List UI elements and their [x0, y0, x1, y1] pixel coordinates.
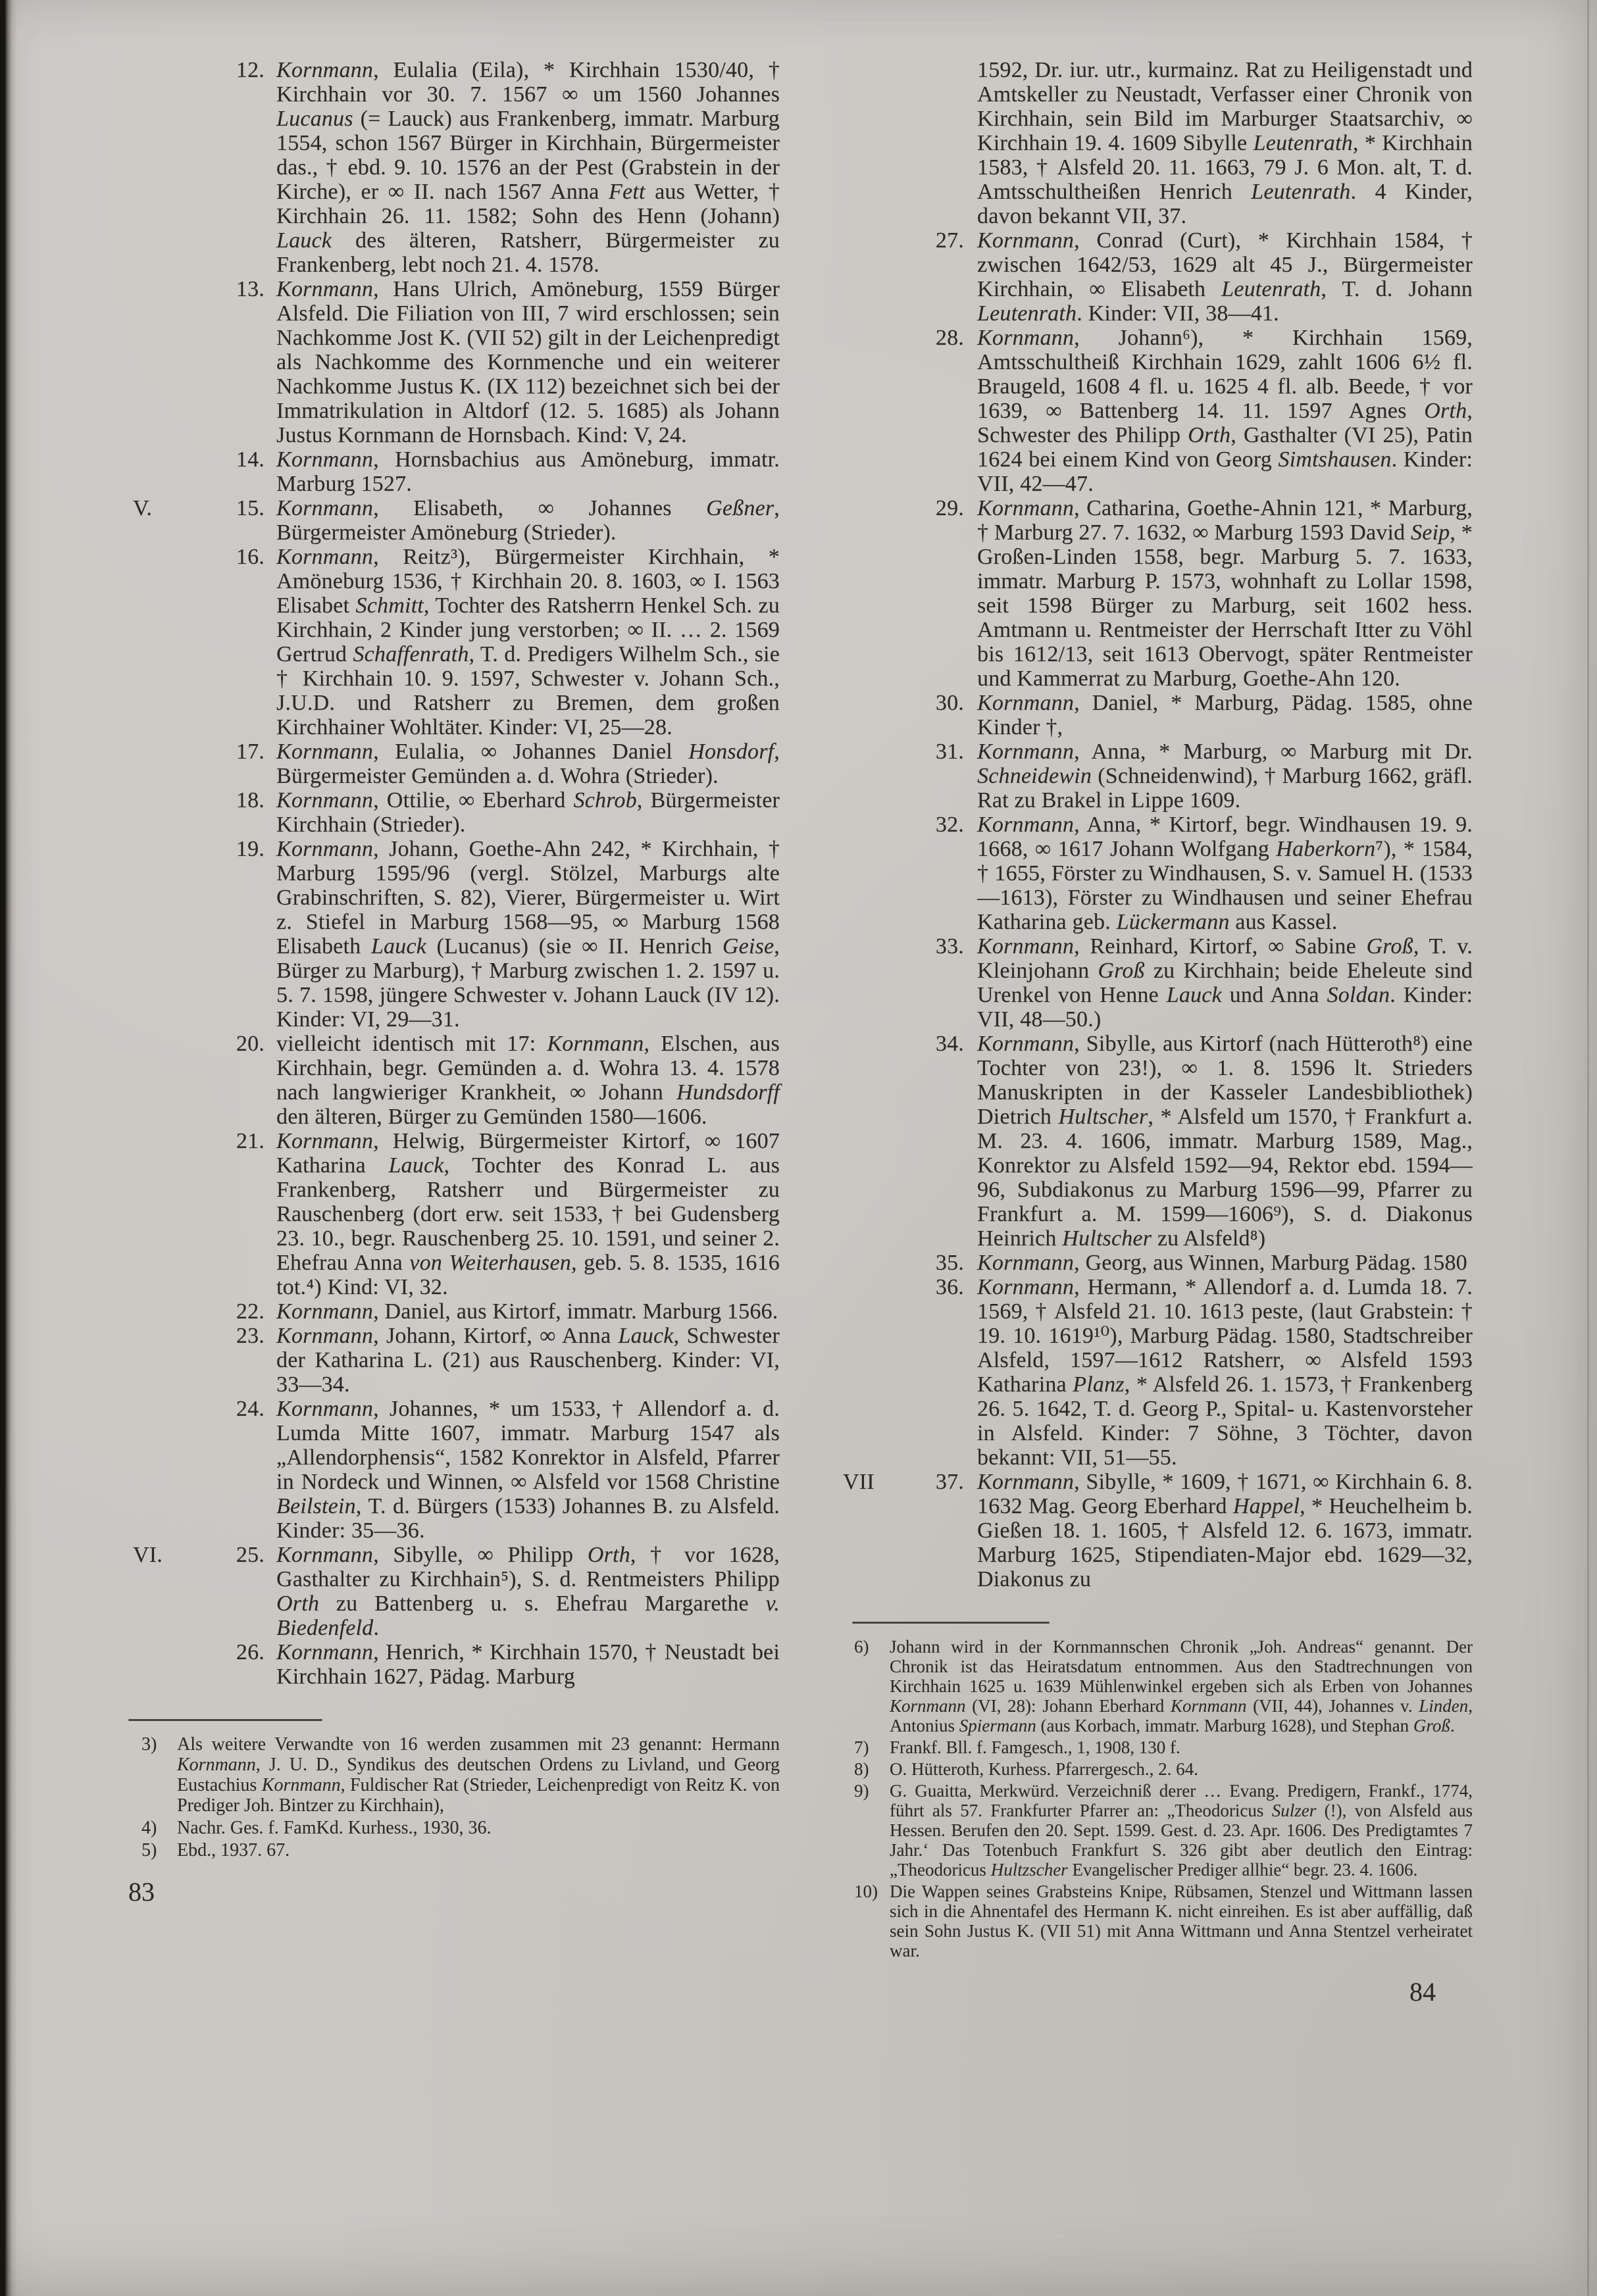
entry-number: 28.: [935, 326, 964, 350]
entry-number: 31.: [935, 739, 964, 764]
scan-right-crease: [1587, 0, 1589, 2296]
footnote-text: Als weitere Verwandte von 16 werden zusammen mit 23 genannt: Hermann Kornmann, J. U. D., Syndikus des deutschen Ordens zu Livland, und Georg Eustachius Kornmann, Fuldischer Rat (Strieder, Leichenpredigt von Reitz K. von Prediger Joh. Bintzer zu Kirchhain),: [177, 1734, 780, 1816]
genealogy-entry: [217, 788, 780, 837]
genealogy-entry: [917, 228, 1473, 326]
genealogy-entry: [217, 1397, 780, 1543]
entry-text: Kornmann, Eulalia (Eila), * Kirchhain 1530/40, † Kirchhain vor 30. 7. 1567 ∞ um 1560 Johannes Lucanus (= Lauck) aus Frankenberg, immatr. Marburg 1554, schon 1567 Bürger in Kirchhain, Bürgermeister das., † ebd. 9. 10. 1576 an der Pest (Grabstein in der Kirche), er ∞ II. nach 1567 Anna Fett aus Wetter, † Kirchhain 26. 11. 1582; Sohn des Henn (Johann) Lauck des älteren, Ratsherr, Bürgermeister zu Frankenberg, lebt noch 21. 4. 1578.: [276, 58, 780, 277]
entry-text: Kornmann, Daniel, aus Kirtorf, immatr. Marburg 1566.: [276, 1299, 778, 1324]
genealogy-entry: [917, 1032, 1473, 1251]
entry-number: 29.: [935, 496, 964, 520]
entry-text: Kornmann, Henrich, * Kirchhain 1570, † Neustadt bei Kirchhain 1627, Pädag. Marburg: [276, 1640, 780, 1689]
genealogy-entry: [217, 447, 780, 496]
genealogy-entry: [917, 326, 1473, 496]
entry-number: 37.: [935, 1470, 964, 1494]
entry-number: 12.: [236, 58, 265, 82]
footnote-separator-left: [128, 1719, 322, 1721]
footnote-number: 6): [854, 1637, 869, 1657]
entry-text: 1592, Dr. iur. utr., kurmainz. Rat zu Heiligenstadt und Amtskeller zu Neustadt, Verfasser einer Chronik von Kirchhain, sein Bild im Marburger Staatsarchiv, ∞ Kirchhain 19. 4. 1609 Sibylle Leutenrath, * Kirchhain 1583, † Alsfeld 20. 11. 1663, 79 J. 6 Mon. alt, T. d. Amtsschultheißen Henrich Leutenrath. 4 Kinder, davon bekannt VII, 37.: [977, 58, 1473, 228]
entry-text: Kornmann, Hans Ulrich, Amöneburg, 1559 Bürger Alsfeld. Die Filiation von III, 7 wird erschlossen; sein Nachkomme Jost K. (VII 52) gilt in der Leichenpredigt als Nachkomme des Kornmenche und ein weiterer Nachkomme Justus K. (IX 112) bezeichnet sich bei der Immatrikulation in Altdorf (12. 5. 1685) als Johann Justus Kornmann de Hornsbach. Kind: V, 24.: [276, 277, 780, 447]
entry-number: 19.: [236, 837, 265, 861]
entry-text: Kornmann, Reinhard, Kirtorf, ∞ Sabine Groß, T. v. Kleinjohann Groß zu Kirchhain; beide Eheleute sind Urenkel von Henne Lauck und Anna Soldan. Kinder: VII, 48—50.): [977, 934, 1473, 1032]
genealogy-entry: [217, 58, 780, 277]
footnote-item: [141, 1840, 780, 1860]
footnote-item: [854, 1882, 1473, 1960]
entry-text: Kornmann, Anna, * Marburg, ∞ Marburg mit Dr. Schneidewin (Schneidenwind), † Marburg 1662, gräfl. Rat zu Brakel in Lippe 1609.: [977, 739, 1473, 812]
entry-text: Kornmann, Reitz³), Bürgermeister Kirchhain, * Amöneburg 1536, † Kirchhain 20. 8. 1603, ∞ I. 1563 Elisabet Schmitt, Tochter des Ratsherrn Henkel Sch. zu Kirchhain, 2 Kinder jung verstorben; ∞ II. … 2. 1569 Gertrud Schaffenrath, T. d. Predigers Wilhelm Sch., sie † Kirchhain 10. 9. 1597, Schwester v. Johann Sch., J.U.D. und Ratsherr zu Bremen, dem großen Kirchhainer Wohltäter. Kinder: VI, 25—28.: [276, 545, 780, 739]
genealogy-entry: [917, 739, 1473, 812]
entry-text: Kornmann, Elisabeth, ∞ Johannes Geßner, Bürgermeister Amöneburg (Strieder).: [276, 496, 780, 545]
genealogy-entry: [917, 496, 1473, 691]
footnote-number: 4): [141, 1818, 157, 1838]
entry-text: Kornmann, Sibylle, ∞ Philipp Orth, † vor 1628, Gasthalter zu Kirchhain⁵), S. d. Rentmeisters Philipp Orth zu Battenberg u. s. Ehefrau Margarethe v. Biedenfeld.: [276, 1543, 780, 1640]
footnote-number: 9): [854, 1781, 869, 1801]
genealogy-entry: [217, 1032, 780, 1129]
entry-text: Kornmann, Anna, * Kirtorf, begr. Windhausen 19. 9. 1668, ∞ 1617 Johann Wolfgang Haberkorn⁷), * 1584, † 1655, Förster zu Windhausen, S. v. Samuel H. (1533—1613), Förster zu Windhausen und seiner Ehefrau Katharina geb. Lückermann aus Kassel.: [977, 812, 1473, 934]
footnotes-left: [141, 1734, 780, 1860]
entry-number: 21.: [236, 1129, 265, 1153]
page-number-right: 84: [1409, 1977, 1436, 2007]
genealogy-entry: [217, 837, 780, 1032]
entry-number: 26.: [236, 1640, 265, 1664]
entry-number: 30.: [935, 691, 964, 715]
genealogy-entry: [917, 58, 1473, 228]
genealogy-entry: [217, 545, 780, 739]
generation-roman-numeral: VII: [843, 1470, 875, 1494]
entry-text: Kornmann, Sibylle, aus Kirtorf (nach Hütteroth⁸) eine Tochter von 23!), ∞ 1. 8. 1596 lt. Strieders Manuskripten in der Kasseler Landesbibliothek) Dietrich Hultscher, * Alsfeld um 1570, † Frankfurt a. M. 23. 4. 1606, immatr. Marburg 1589, Mag., Konrektor zu Alsfeld 1592—94, Rektor ebd. 1594—96, Subdiakonus zu Marburg 1596—99, Pfarrer zu Frankfurt a. M. 1599—1606⁹), S. d. Diakonus Heinrich Hultscher zu Alsfeld⁸): [977, 1032, 1473, 1251]
genealogy-entry: [917, 691, 1473, 739]
genealogy-entry: [217, 277, 780, 447]
footnote-item: [141, 1734, 780, 1816]
genealogy-entry: [917, 934, 1473, 1032]
entry-text: Kornmann, Johannes, * um 1533, † Allendorf a. d. Lumda Mitte 1607, immatr. Marburg 1547 als „Allendorphensis“, 1582 Konrektor in Alsfeld, Pfarrer in Nordeck und Winnen, ∞ Alsfeld vor 1568 Christine Beilstein, T. d. Bürgers (1533) Johannes B. zu Alsfeld. Kinder: 35—36.: [276, 1397, 780, 1543]
footnote-item: [854, 1759, 1473, 1779]
entry-number: 32.: [935, 812, 964, 837]
entry-text: Kornmann, Johann⁶), * Kirchhain 1569, Amtsschultheiß Kirchhain 1629, zahlt 1606 6½ fl. Braugeld, 1608 4 fl. u. 1625 4 fl. alb. Beede, † vor 1639, ∞ Battenberg 14. 11. 1597 Agnes Orth, Schwester des Philipp Orth, Gasthalter (VI 25), Patin 1624 bei einem Kind von Georg Simtshausen. Kinder: VII, 42—47.: [977, 326, 1473, 496]
footnote-text: G. Guaitta, Merkwürd. Verzeichniß derer … Evang. Predigern, Frankf., 1774, führt als 57. Frankfurter Pfarrer an: „Theodoricus Sulzer (!), von Alsfeld aus Hessen. Berufen den 20. Sept. 1599. Gest. d. 23. Apr. 1606. Des Predigtamtes 7 Jahr.‘ Das Totenbuch Frankfurt S. 326 gibt aber deutlich den Eintrag: „Theodoricus Hultzscher Evangelischer Prediger allhie“ begr. 23. 4. 1606.: [890, 1781, 1473, 1880]
genealogy-entry: [217, 1299, 780, 1324]
entry-text: Kornmann, Johann, Kirtorf, ∞ Anna Lauck, Schwester der Katharina L. (21) aus Rauschenberg. Kinder: VI, 33—34.: [276, 1324, 780, 1397]
generation-roman-numeral: V.: [133, 496, 153, 520]
entry-text: Kornmann, Eulalia, ∞ Johannes Daniel Honsdorf, Bürgermeister Gemünden a. d. Wohra (Strieder).: [276, 739, 780, 788]
entry-text: Kornmann, Catharina, Goethe-Ahnin 121, * Marburg, † Marburg 27. 7. 1632, ∞ Marburg 1593 David Seip, * Großen-Linden 1558, begr. Marburg 5. 7. 1633, immatr. Marburg P. 1573, wohnhaft zu Lollar 1598, seit 1598 Bürger zu Marburg, seit 1602 hess. Amtmann u. Rentmeister der Herrschaft Itter zu Vöhl bis 1612/13, seit 1613 Obervogt, später Rentmeister und Kammerrat zu Marburg, Goethe-Ahn 120.: [977, 496, 1473, 691]
footnote-number: 8): [854, 1759, 869, 1779]
footnote-text: Nachr. Ges. f. FamKd. Kurhess., 1930, 36.: [177, 1818, 492, 1838]
entry-number: 14.: [236, 447, 265, 472]
footnote-number: 3): [141, 1734, 157, 1755]
genealogy-entry: [217, 739, 780, 788]
entry-number: 23.: [236, 1324, 265, 1348]
footnote-number: 10): [854, 1882, 878, 1901]
footnote-item: [854, 1737, 1473, 1757]
page-number-left: 83: [128, 1877, 155, 1907]
entry-number: 15.: [236, 496, 265, 520]
left-text-column: [128, 58, 780, 1907]
footnote-number: 7): [854, 1737, 869, 1757]
footnote-item: [854, 1637, 1473, 1735]
entry-text: Kornmann, Daniel, * Marburg, Pädag. 1585, ohne Kinder †,: [977, 691, 1473, 739]
entry-number: 20.: [236, 1032, 265, 1056]
entry-number: 16.: [236, 545, 265, 569]
entry-text: Kornmann, Hermann, * Allendorf a. d. Lumda 18. 7. 1569, † Alsfeld 21. 10. 1613 peste, (laut Grabstein: † 19. 10. 1619¹⁰), Marburg Pädag. 1580, Stadtschreiber Alsfeld, 1597—1612 Ratsherr, ∞ Alsfeld 1593 Katharina Planz, * Alsfeld 26. 1. 1573, † Frankenberg 26. 5. 1642, T. d. Georg P., Spital- u. Kastenvorsteher in Alsfeld. Kinder: 7 Söhne, 3 Töchter, davon bekannt: VII, 51—55.: [977, 1275, 1473, 1470]
footnote-text: O. Hütteroth, Kurhess. Pfarrergesch., 2. 64.: [890, 1759, 1198, 1779]
genealogy-entry: [843, 1470, 1473, 1591]
genealogy-entry: [133, 496, 780, 545]
footnote-text: Johann wird in der Kornmannschen Chronik „Joh. Andreas“ genannt. Der Chronik ist das Heiratsdatum entnommen. Aus den Stadtrechnungen von Kirchhain 1625 u. 1639 Mühlenwinkel ergeben sich als Erben von Johannes Kornmann (VI, 28): Johann Eberhard Kornmann (VII, 44), Johannes v. Linden, Antonius Spiermann (aus Korbach, immatr. Marburg 1628), und Stephan Groß.: [890, 1637, 1473, 1735]
entry-number: 25.: [236, 1543, 265, 1567]
footnote-text: Frankf. Bll. f. Famgesch., 1, 1908, 130 f.: [890, 1737, 1180, 1757]
entry-text: vielleicht identisch mit 17: Kornmann, Elschen, aus Kirchhain, begr. Gemünden a. d. Wohra 13. 4. 1578 nach langwieriger Krankheit, ∞ Johann Hundsdorff den älteren, Bürger zu Gemünden 1580—1606.: [276, 1032, 780, 1129]
genealogy-entry: [917, 1251, 1473, 1275]
entry-text: Kornmann, Ottilie, ∞ Eberhard Schrob, Bürgermeister Kirchhain (Strieder).: [276, 788, 780, 837]
genealogy-entry: [217, 1129, 780, 1299]
entry-text: Kornmann, Helwig, Bürgermeister Kirtorf, ∞ 1607 Katharina Lauck, Tochter des Konrad L. aus Frankenberg, Ratsherr und Bürgermeister zu Rauschenberg (dort erw. seit 1533, † bei Gudensberg 23. 10., begr. Rauschenberg 25. 10. 1591, und seiner 2. Ehefrau Anna von Weiterhausen, geb. 5. 8. 1535, 1616 tot.⁴) Kind: VI, 32.: [276, 1129, 780, 1299]
entry-number: 34.: [935, 1032, 964, 1056]
genealogy-entry: [917, 812, 1473, 934]
footnote-text: Ebd., 1937. 67.: [177, 1840, 290, 1860]
footnotes-right: [854, 1637, 1473, 1960]
entry-number: 27.: [935, 228, 964, 253]
entry-number: 22.: [236, 1299, 265, 1324]
entry-number: 35.: [935, 1251, 964, 1275]
entry-number: 18.: [236, 788, 265, 812]
entry-text: Kornmann, Georg, aus Winnen, Marburg Pädag. 1580: [977, 1251, 1467, 1275]
entry-text: Kornmann, Johann, Goethe-Ahn 242, * Kirchhain, † Marburg 1595/96 (vergl. Stölzel, Marburgs alte Grabinschriften, S. 82), Vierer, Bürgermeister u. Wirt z. Stiefel in Marburg 1568—95, ∞ Marburg 1568 Elisabeth Lauck (Lucanus) (sie ∞ II. Henrich Geise, Bürger zu Marburg), † Marburg zwischen 1. 2. 1597 u. 5. 7. 1598, jüngere Schwester v. Johann Lauck (IV 12). Kinder: VI, 29—31.: [276, 837, 780, 1032]
entry-number: 36.: [935, 1275, 964, 1299]
footnote-text: Die Wappen seines Grabsteins Knipe, Rübsamen, Stenzel und Wittmann lassen sich in die Ahnentafel des Hermann K. nicht einreihen. Es ist aber auffällig, daß sein Sohn Justus K. (VII 51) mit Anna Wittmann und Anna Stentzel verheiratet war.: [890, 1882, 1473, 1960]
entry-text: Kornmann, Hornsbachius aus Amöneburg, immatr. Marburg 1527.: [276, 447, 780, 496]
entry-number: 13.: [236, 277, 265, 301]
entry-number: 24.: [236, 1397, 265, 1421]
entry-text: Kornmann, Conrad (Curt), * Kirchhain 1584, † zwischen 1642/53, 1629 alt 45 J., Bürgermeister Kirchhain, ∞ Elisabeth Leutenrath, T. d. Johann Leutenrath. Kinder: VII, 38—41.: [977, 228, 1473, 326]
footnote-item: [854, 1781, 1473, 1880]
entry-number: 17.: [236, 739, 265, 764]
scan-left-edge-shadow: [0, 0, 17, 2296]
footnote-item: [141, 1818, 780, 1838]
right-text-column: [843, 58, 1473, 2007]
genealogy-entry: [217, 1324, 780, 1397]
footnote-number: 5): [141, 1840, 157, 1860]
genealogy-entry: [917, 1275, 1473, 1470]
genealogy-entry: [217, 1640, 780, 1689]
generation-roman-numeral: VI.: [133, 1543, 163, 1567]
entry-number: 33.: [935, 934, 964, 959]
entry-text: Kornmann, Sibylle, * 1609, † 1671, ∞ Kirchhain 6. 8. 1632 Mag. Georg Eberhard Happel, * Heuchelheim b. Gießen 18. 1. 1605, † Alsfeld 12. 6. 1673, immatr. Marburg 1625, Stipendiaten-Major ebd. 1629—32, Diakonus zu: [977, 1470, 1473, 1591]
genealogy-entry: [133, 1543, 780, 1640]
footnote-separator-right: [852, 1622, 1050, 1624]
